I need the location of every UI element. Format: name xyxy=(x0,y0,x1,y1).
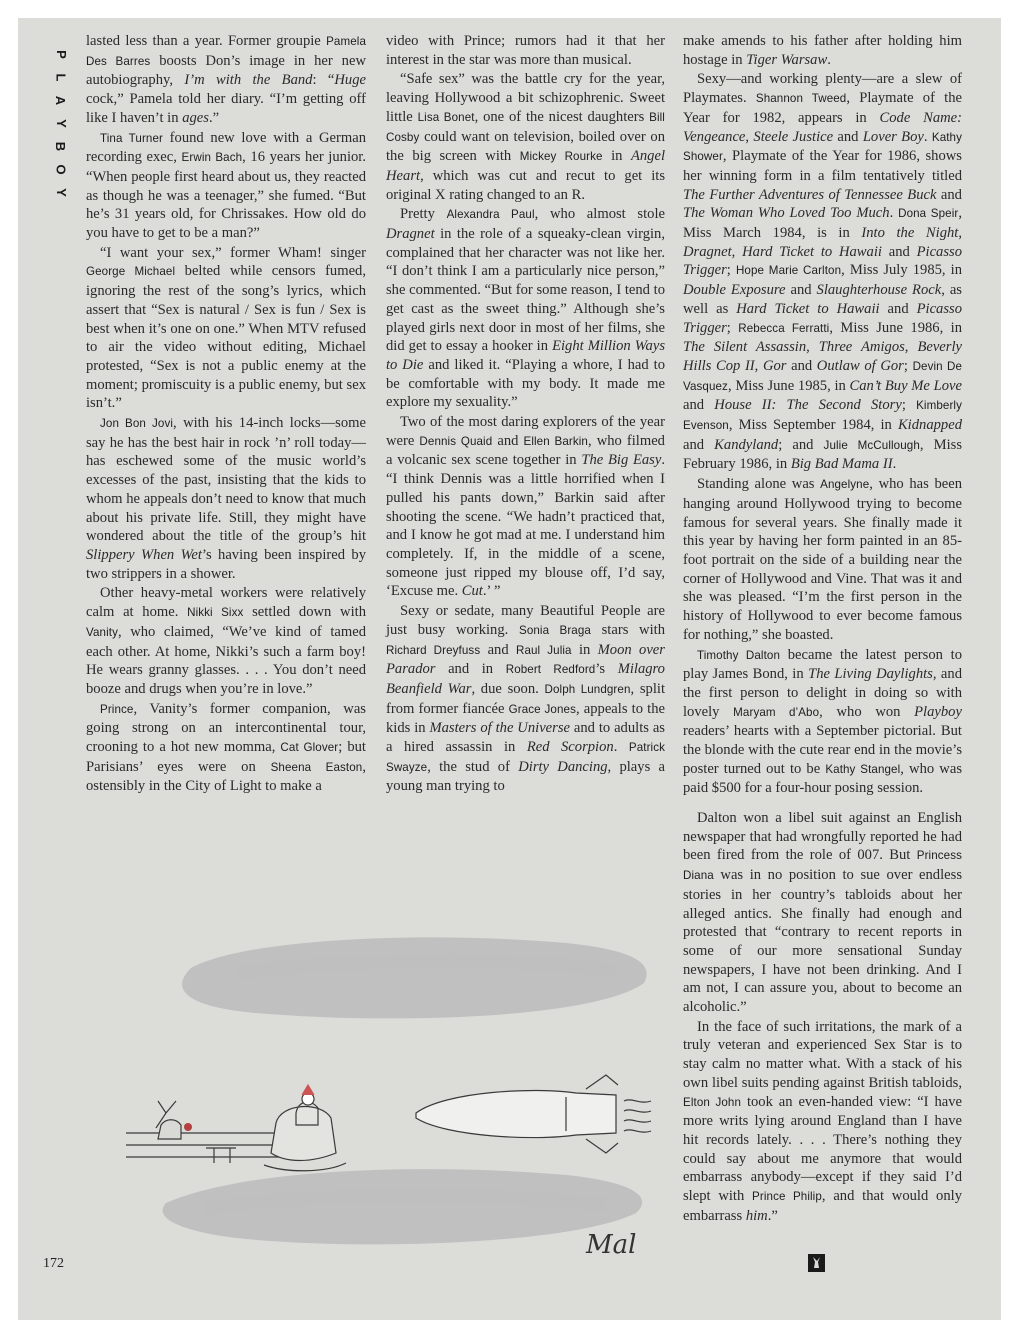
text-run: , 16 years her junior. “When people first heard about us, they reacted as though he was a teenager,” she fumed. “But he’s 31 years old, for Chrissakes. How old do you have to get to be a man?” xyxy=(86,149,367,242)
person-name: Julie McCullough xyxy=(823,438,920,452)
italic-title: Steele Justice xyxy=(753,128,834,145)
text-run: became the latest person to play James Bond, in xyxy=(683,646,962,683)
text-run: , who claimed, “We’ve kind of tamed each other. At home, Nikki’s such a farm boy! He wears granny glasses. . . . You don’t need booze and drugs when you’re in love.” xyxy=(86,623,366,697)
text-run: , xyxy=(806,339,819,356)
person-name: Vanity xyxy=(86,625,118,639)
italic-title: ages xyxy=(182,109,209,126)
text-run: Sexy or sedate, many Beautiful People are just busy working. xyxy=(386,603,665,638)
text-run: ; xyxy=(903,357,913,374)
person-name: Shannon Tweed xyxy=(755,92,847,106)
text-run: Two of the most daring explorers of the year were xyxy=(386,414,665,449)
italic-title: Eight Million Ways to Die xyxy=(386,338,665,373)
paragraph xyxy=(386,205,665,412)
text-run: . xyxy=(613,739,629,756)
sideline-letter: B xyxy=(53,141,69,152)
person-name: Dennis Quaid xyxy=(419,434,493,448)
italic-title: Big Bad Mama II xyxy=(790,456,893,473)
italic-title: Milagro Beanfield War xyxy=(386,661,665,697)
italic-title: Can’t Buy Me Love xyxy=(849,377,962,394)
article-column-2 xyxy=(386,32,665,796)
italic-title: Gor xyxy=(762,357,787,374)
paragraph xyxy=(86,700,366,797)
paragraph xyxy=(86,244,366,413)
italic-title: The Silent Assassin xyxy=(683,339,807,356)
text-run: and xyxy=(480,641,516,658)
person-name: Pamela Des Barres xyxy=(86,35,366,68)
italic-title: Beverly Hills Cop II xyxy=(683,339,962,374)
italic-title: Tiger Warsaw xyxy=(746,51,828,68)
text-run: was in no position to sue over endless stories in her country’s tabloids about her alleged antics. She finally had enough and protested that “contrary to recent reports in some of our more sensational Sunday newspapers, I have not been drinking. And I am not, I can assure you, about to become an alcoholic.” xyxy=(683,867,962,1016)
artist-signature: Mal xyxy=(586,1230,637,1260)
text-run: , which was cut and recut to get its original X rating changed to an R. xyxy=(386,167,665,203)
italic-title: Hard Ticket to Hawaii xyxy=(736,300,880,317)
missile-drawing xyxy=(416,1075,651,1153)
text-run: , xyxy=(958,225,962,242)
person-name: Dona Speir xyxy=(898,207,959,221)
person-name: Rebecca Ferratti xyxy=(738,321,830,335)
text-run: “I want your sex,” former Wham! singer xyxy=(100,244,366,261)
text-run: , as well as xyxy=(683,282,962,317)
text-run: , Playmate of the Year for 1982, appears in xyxy=(683,90,962,126)
text-run: , xyxy=(745,128,754,145)
sideline-letter: Y xyxy=(53,119,69,128)
text-run: , split from former fiancée xyxy=(386,680,665,717)
text-run: , xyxy=(904,339,918,356)
paragraph xyxy=(86,32,366,128)
paragraph xyxy=(386,413,665,601)
text-run: “Safe sex” was the battle cry for the year, leaving Hollywood a bit schizophrenic. Sweet little xyxy=(386,71,665,125)
italic-title: Dirty Dancing xyxy=(518,758,608,775)
text-run: ; xyxy=(901,397,917,414)
paragraph xyxy=(386,70,665,204)
text-run: , who filmed a volcanic sex scene together in xyxy=(386,432,665,469)
person-name: Lisa Bonet xyxy=(417,110,475,124)
article-column-1 xyxy=(86,32,366,796)
italic-title: I’m with the Band xyxy=(184,72,313,89)
text-run: . “I think Dennis was a little horrified when I pulled his pants down,” Barkin said after shooting the scene. “We hadn’t practiced that, and I know he got mad at me. I understand him completely. If, in the middle of a scene, someone just ripped my blouse off, I’d say, ‘Excuse me. xyxy=(386,452,665,600)
paragraph xyxy=(683,70,962,474)
text-run: , ostensibly in the City of Light to make a xyxy=(86,758,366,795)
person-name: Ellen Barkin xyxy=(523,434,588,448)
text-run: , Miss March 1984, is in xyxy=(683,205,962,242)
paragraph xyxy=(386,602,665,796)
text-run: , due soon. xyxy=(471,680,545,697)
paragraph xyxy=(683,475,962,644)
person-name: Robert Redford xyxy=(505,663,596,677)
text-run: , Playmate of the Year for 1986, shows her winning form in a film tentatively titled xyxy=(683,148,962,184)
text-run: .’ ” xyxy=(482,583,501,600)
italic-title: Red Scorpion xyxy=(526,739,614,756)
paragraph xyxy=(86,414,366,583)
text-run: Standing alone was xyxy=(697,476,821,493)
text-run: , and that would only embarrass xyxy=(683,1188,962,1224)
person-name: Nikki Sixx xyxy=(187,606,244,620)
text-run: ’s xyxy=(595,661,618,678)
italic-title: Huge xyxy=(334,72,366,89)
italic-title: The Living Daylights xyxy=(808,666,933,683)
text-run: and xyxy=(683,397,715,414)
italic-title: Slippery When Wet xyxy=(86,546,202,563)
text-run: ; but Parisians’ eyes were on xyxy=(86,739,366,775)
italic-title: Code Name: Vengeance xyxy=(683,109,962,145)
italic-title: The Big Easy xyxy=(581,452,662,469)
italic-title: Playboy xyxy=(914,703,962,720)
text-run: cock,” Pamela told her diary. “I’m getting off like I haven’t in xyxy=(86,91,366,126)
text-run: lasted less than a year. Former groupie xyxy=(86,33,327,49)
person-name: Alexandra Paul xyxy=(446,208,535,222)
sideline-letter: P xyxy=(53,50,69,59)
sideline-letter: O xyxy=(53,164,69,175)
person-name: Prince Philip xyxy=(752,1190,822,1204)
person-name: Elton John xyxy=(683,1095,742,1109)
text-run: . xyxy=(889,205,899,222)
text-run: could want on television, boiled over on the big screen with xyxy=(386,128,665,165)
person-name: Patrick Swayze xyxy=(386,741,666,774)
text-run: .” xyxy=(767,1207,778,1224)
person-name: Jon Bon Jovi xyxy=(100,417,174,431)
text-run: and xyxy=(936,186,962,203)
text-run: , who won xyxy=(819,703,915,720)
text-run: , Miss February 1986, in xyxy=(683,436,962,473)
text-run: , Vanity’s former companion, was going strong on an intercontinental tour, crooning to a hot new momma, xyxy=(86,700,366,756)
person-name: Erwin Bach xyxy=(181,151,243,165)
italic-title: Double Exposure xyxy=(683,282,786,299)
playboy-sideline xyxy=(48,48,74,199)
cartoon-illustration xyxy=(96,913,676,1273)
italic-title: Masters of the Universe xyxy=(429,720,570,737)
italic-title: House II: The Second Story xyxy=(714,397,902,414)
text-run: ; and xyxy=(778,436,824,453)
paragraph xyxy=(86,129,366,243)
text-run: in xyxy=(602,148,631,165)
text-run: , who was paid $500 for a four-hour posing session. xyxy=(683,760,962,797)
text-run: : “ xyxy=(312,72,335,89)
italic-title: Into the Night xyxy=(861,225,959,242)
italic-title: Kidnapped xyxy=(897,417,962,434)
sleigh-drawing xyxy=(126,1085,346,1171)
text-run: , the stud of xyxy=(427,758,519,775)
text-run: and xyxy=(833,128,863,145)
text-run: Dalton won a libel suit against an English newspaper that had wrongfully reported he had been fired from the role of 007. But xyxy=(683,810,962,864)
text-run: , xyxy=(754,357,763,374)
italic-title: him xyxy=(745,1207,768,1224)
page-number: 172 xyxy=(43,1256,64,1271)
person-name: Prince xyxy=(100,702,134,716)
text-run: and in xyxy=(435,661,506,678)
paragraph xyxy=(683,809,962,1017)
person-name: Timothy Dalton xyxy=(697,648,780,662)
person-name: Devin De Vasquez xyxy=(683,359,963,393)
text-run: , Miss July 1985, in xyxy=(841,262,962,279)
article-column-3 xyxy=(683,32,962,798)
paragraph xyxy=(386,32,665,69)
italic-title: Cut xyxy=(461,583,483,600)
person-name: Hope Marie Carlton xyxy=(735,264,842,278)
paragraph xyxy=(683,1018,962,1226)
person-name: Kimberly Evenson xyxy=(683,399,962,433)
italic-title: Picasso Trigger xyxy=(683,243,962,279)
text-run: ’s having been inspired by two strippers in a shower. xyxy=(86,546,366,582)
sideline-letter: Y xyxy=(53,188,69,197)
text-run: make amends to his father after holding him hostage in xyxy=(683,33,962,68)
text-run: video with Prince; rumors had it that her interest in the star was more than musical. xyxy=(386,33,665,68)
text-run: ; xyxy=(726,262,736,279)
magazine-page xyxy=(18,18,1001,1320)
text-run: in xyxy=(571,641,598,658)
text-run: . xyxy=(923,128,932,145)
text-run: and liked it. “Playing a whore, I had to be comfortable with my body. It made me explore my sexuality.” xyxy=(386,356,665,411)
person-name: Mickey Rourke xyxy=(519,150,603,164)
text-run: Other heavy-metal workers were relatively calm at home. xyxy=(86,585,366,621)
text-run: boosts Don’s image in her new autobiography, xyxy=(86,52,366,89)
text-run: in the role of a squeaky-clean virgin, complained that her character was not like her. “I don’t think I am a particularly nice person,” she commented. “But for some reason, I tend to get cast as the sweet thing.” Although she’s played girls next door in most of her films, she did get to essay a hooker in xyxy=(386,226,665,355)
text-run: , and the first person to delight in doing so with lovely xyxy=(683,666,962,720)
text-run: and to adults as a hired assassin in xyxy=(386,720,665,756)
text-run: settled down with xyxy=(243,604,366,621)
person-name: Sonia Braga xyxy=(518,623,591,637)
italic-title: Moon over Parador xyxy=(386,641,665,678)
italic-title: Kandyland xyxy=(714,436,779,453)
text-run: took an even-handed view: “I have more writs lying around England than I have hit records lately. . . . There’s nothing they could say about me anymore that would embarrass anybody—except if they said I’d slept with xyxy=(683,1093,962,1205)
text-run: and xyxy=(492,432,524,449)
text-run: Sexy—and working plenty—are a slew of Playmates. xyxy=(683,71,962,107)
text-run: . xyxy=(892,456,897,473)
text-run: , Miss June 1985, in xyxy=(727,377,850,394)
text-run: stars with xyxy=(590,621,665,638)
text-run: . xyxy=(827,51,831,68)
text-run: and xyxy=(683,436,715,453)
person-name: Bill Cosby xyxy=(386,110,665,144)
person-name: Richard Dreyfuss xyxy=(386,643,481,657)
rabbit-head-icon xyxy=(808,1254,825,1272)
paragraph xyxy=(683,646,962,799)
paragraph xyxy=(683,32,962,69)
italic-title: Slaughterhouse Rock xyxy=(816,282,942,299)
person-name: Maryam d’Abo xyxy=(733,705,820,719)
person-name: Angelyne xyxy=(820,478,870,492)
italic-title: Dragnet xyxy=(386,226,435,243)
text-run: readers’ hearts with a September pictorial. But the blonde with the cute rear end in the movie’s poster turned out to be xyxy=(683,723,962,777)
person-name: Cat Glover xyxy=(280,741,339,755)
text-run: , who has been hanging around Hollywood trying to become famous for several years. She finally made it this year by having her form painted in an 85-foot portrait on the side of a building near the corner of Hollywood and Vine. That was it and she was pleased. “I’m the first person in the history of Hollywood to ever become famous for nothing,” she boasted. xyxy=(683,476,962,643)
paragraph xyxy=(86,584,366,698)
italic-title: Hard Ticket to Hawaii xyxy=(742,243,882,260)
person-name: Princess Diana xyxy=(683,849,962,883)
text-run: , who almost stole xyxy=(534,206,665,223)
person-name: Grace Jones xyxy=(508,702,576,716)
text-run: and xyxy=(879,300,917,317)
person-name: Sheena Easton xyxy=(270,760,363,774)
text-run: , Miss June 1986, in xyxy=(829,319,963,336)
text-run: , plays a young man trying to xyxy=(386,758,665,795)
italic-title: The Further Adventures of Tennessee Buck xyxy=(683,186,937,203)
text-run: , one of the nicest daughters xyxy=(474,108,650,125)
italic-title: Picasso Trigger xyxy=(683,300,962,336)
italic-title: Three Amigos xyxy=(818,339,905,356)
person-name: Raul Julia xyxy=(515,643,572,657)
person-name: Dolph Lundgren xyxy=(544,682,631,696)
text-run: belted while censors fumed, ignoring the rest of the song’s lyrics, which assert that “Sex is natural / Sex is fun / Sex is best when it’s one on one.” When MTV refused to air the video without editing, Michael protested, “Sex is not a public enemy at the moment; promiscuity is a public enemy, but sex isn’t.” xyxy=(86,263,366,412)
person-name: Kathy Stangel xyxy=(825,762,901,776)
person-name: Tina Turner xyxy=(100,131,163,145)
person-name: George Michael xyxy=(86,265,176,279)
text-run: and xyxy=(785,282,817,299)
text-run: .” xyxy=(208,109,220,126)
text-run: , appeals to the kids in xyxy=(386,700,665,737)
article-column-3-lower xyxy=(683,809,962,1225)
text-run: , Miss September 1984, in xyxy=(728,417,898,434)
text-run: , xyxy=(731,243,743,260)
text-run: In the face of such irritations, the mark of a truly veteran and experienced Sex Star is to stay calm no matter what. With a stack of his own libel suits pending against British tabloids, xyxy=(683,1018,962,1091)
italic-title: Angel Heart xyxy=(386,148,665,184)
text-run: and xyxy=(881,243,917,260)
sideline-letter: L xyxy=(53,73,69,82)
text-run: ; xyxy=(726,319,739,336)
text-run: and xyxy=(786,357,817,374)
text-run: Pretty xyxy=(400,206,447,223)
italic-title: Outlaw of Gor xyxy=(816,357,904,374)
italic-title: The Woman Who Loved Too Much xyxy=(683,205,890,222)
text-run: found new love with a German recording exec, xyxy=(86,129,367,166)
italic-title: Lover Boy xyxy=(862,128,924,145)
sideline-letter: A xyxy=(53,95,69,106)
italic-title: Dragnet xyxy=(683,243,732,260)
person-name: Kathy Shower xyxy=(683,130,963,164)
text-run: , with his 14-inch locks—some say he has the best hair in rock ’n’ roll today—has eschewed some of the music world’s excesses of the past, insisting that the kids to whom he appeals don’t need to know that much about his private life. Still, they might have wondered about the title of the group’s hit xyxy=(86,415,366,545)
